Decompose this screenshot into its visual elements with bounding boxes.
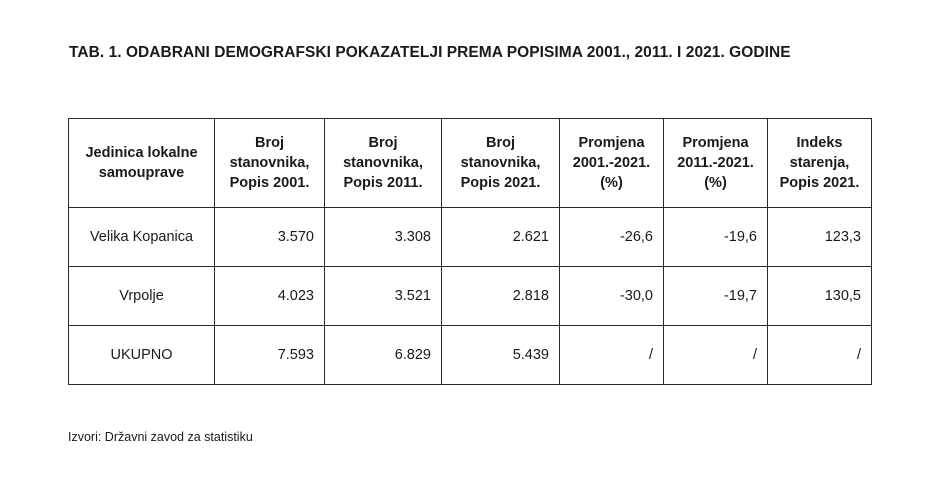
column-header-pop-2011: Broj stanovnika, Popis 2011.: [325, 119, 442, 208]
table-title: TAB. 1. ODABRANI DEMOGRAFSKI POKAZATELJI PREMA POPISIMA 2001., 2011. I 2021. GODINE: [69, 44, 791, 61]
column-header-aging-index: Indeks starenja, Popis 2021.: [768, 119, 872, 208]
cell-pop-2011: 6.829: [325, 326, 442, 385]
cell-aging-index: 123,3: [768, 208, 872, 267]
cell-pop-2001: 3.570: [215, 208, 325, 267]
cell-change-2001-2021: -26,6: [560, 208, 664, 267]
cell-pop-2001: 7.593: [215, 326, 325, 385]
table-row: [69, 267, 872, 326]
column-header-unit: Jedinica lokalne samouprave: [69, 119, 215, 208]
cell-unit: Velika Kopanica: [69, 208, 215, 267]
cell-pop-2011: 3.308: [325, 208, 442, 267]
cell-change-2011-2021: -19,7: [664, 267, 768, 326]
cell-unit: Vrpolje: [69, 267, 215, 326]
column-header-pop-2001: Broj stanovnika, Popis 2001.: [215, 119, 325, 208]
source-note: Izvori: Državni zavod za statistiku: [68, 430, 253, 444]
cell-pop-2021: 2.818: [442, 267, 560, 326]
cell-aging-index: /: [768, 326, 872, 385]
cell-change-2001-2021: -30,0: [560, 267, 664, 326]
column-header-change-2011-2021: Promjena 2011.-2021. (%): [664, 119, 768, 208]
cell-unit: UKUPNO: [69, 326, 215, 385]
cell-pop-2021: 5.439: [442, 326, 560, 385]
column-header-pop-2021: Broj stanovnika, Popis 2021.: [442, 119, 560, 208]
header-row: [69, 119, 872, 208]
cell-change-2001-2021: /: [560, 326, 664, 385]
cell-pop-2021: 2.621: [442, 208, 560, 267]
cell-change-2011-2021: /: [664, 326, 768, 385]
cell-pop-2011: 3.521: [325, 267, 442, 326]
cell-pop-2001: 4.023: [215, 267, 325, 326]
column-header-change-2001-2021: Promjena 2001.-2021. (%): [560, 119, 664, 208]
demographic-table: [68, 118, 872, 385]
cell-change-2011-2021: -19,6: [664, 208, 768, 267]
table-row: [69, 208, 872, 267]
table-row-total: [69, 326, 872, 385]
cell-aging-index: 130,5: [768, 267, 872, 326]
